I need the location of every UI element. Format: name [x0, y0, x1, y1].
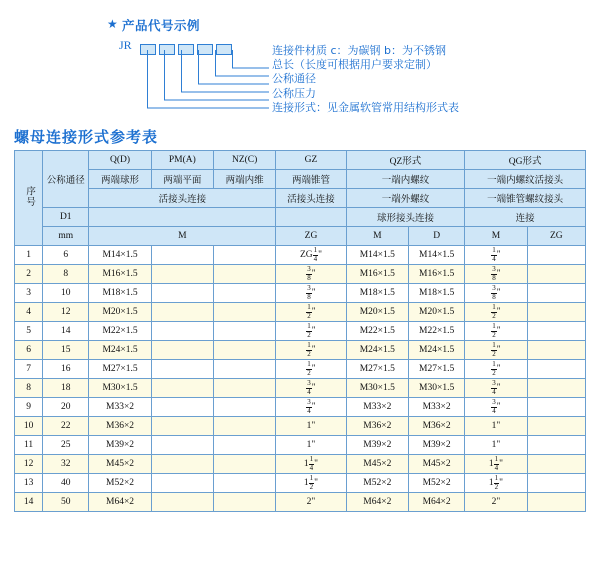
cell-q: M33×2	[89, 398, 151, 417]
cell-nz	[214, 417, 276, 436]
cell-nominal-diameter: 10	[43, 284, 89, 303]
cell-nominal-diameter: 25	[43, 436, 89, 455]
header-desc-nz: 两端内维	[214, 170, 276, 189]
cell-seq: 2	[15, 265, 43, 284]
header-mm: mm	[43, 227, 89, 246]
cell-qg-zg	[527, 360, 585, 379]
cell-q: M22×1.5	[89, 322, 151, 341]
cell-gz: 1"	[276, 417, 346, 436]
cell-pm	[151, 341, 213, 360]
cell-gz: $\frac{3}{4}$ "	[276, 379, 346, 398]
header-blank-gz	[276, 208, 346, 227]
cell-qz-d: M39×2	[408, 436, 464, 455]
table-row	[15, 455, 586, 474]
cell-qg-m: 1"	[465, 436, 527, 455]
header-blank-left	[89, 208, 276, 227]
table-row	[15, 284, 586, 303]
cell-q: M52×2	[89, 474, 151, 493]
cell-pm	[151, 493, 213, 512]
cell-nz	[214, 436, 276, 455]
cell-gz: $\frac{1}{2}$ "	[276, 341, 346, 360]
cell-gz: 1 $\frac{1}{2}$ "	[276, 474, 346, 493]
cell-gz: 1"	[276, 436, 346, 455]
cell-seq: 7	[15, 360, 43, 379]
cell-nz	[214, 284, 276, 303]
cell-qg-zg	[527, 398, 585, 417]
table-row	[15, 417, 586, 436]
cell-gz: 2"	[276, 493, 346, 512]
cell-qz-m: M14×1.5	[346, 246, 408, 265]
header-merge-qg: 一端锥管螺纹接头	[465, 189, 586, 208]
header-desc-pm: 两端平面	[151, 170, 213, 189]
table-row	[15, 265, 586, 284]
cell-qg-m: $\frac{1}{2}$ "	[465, 303, 527, 322]
legend-item-nominal-pressure: 公称压力	[272, 86, 316, 100]
cell-seq: 3	[15, 284, 43, 303]
cell-q: M27×1.5	[89, 360, 151, 379]
cell-gz: $\frac{3}{8}$ "	[276, 265, 346, 284]
cell-qz-d: M24×1.5	[408, 341, 464, 360]
cell-pm	[151, 303, 213, 322]
cell-qg-zg	[527, 246, 585, 265]
cell-nominal-diameter: 8	[43, 265, 89, 284]
cell-pm	[151, 398, 213, 417]
cell-pm	[151, 436, 213, 455]
table-row	[15, 493, 586, 512]
header-merge-qz: 一端外螺纹	[346, 189, 465, 208]
cell-q: M45×2	[89, 455, 151, 474]
cell-nominal-diameter: 15	[43, 341, 89, 360]
cell-nz	[214, 379, 276, 398]
cell-qg-m: $\frac{3}{8}$ "	[465, 265, 527, 284]
cell-nz	[214, 474, 276, 493]
cell-seq: 12	[15, 455, 43, 474]
diagram-title: 产品代号示例	[122, 18, 201, 33]
cell-seq: 1	[15, 246, 43, 265]
cell-qz-d: M64×2	[408, 493, 464, 512]
cell-qg-m: 2"	[465, 493, 527, 512]
header-merge-left: 活接头连接	[89, 189, 276, 208]
cell-qz-m: M45×2	[346, 455, 408, 474]
legend-item-material: 连接件材质 c：为碳钢 b：为不锈钢	[272, 44, 447, 57]
cell-qz-d: M33×2	[408, 398, 464, 417]
header-unit-qz-d: D	[408, 227, 464, 246]
table-header-row-d1	[15, 208, 586, 227]
cell-qg-m: $\frac{3}{8}$ "	[465, 284, 527, 303]
header-unit-m: M	[89, 227, 276, 246]
cell-qz-m: M16×1.5	[346, 265, 408, 284]
header-unit-qg-m: M	[465, 227, 527, 246]
cell-qg-m: $\frac{1}{2}$ "	[465, 322, 527, 341]
cell-qg-m: $\frac{1}{4}$ "	[465, 246, 527, 265]
cell-nz	[214, 341, 276, 360]
cell-seq: 11	[15, 436, 43, 455]
cell-q: M18×1.5	[89, 284, 151, 303]
cell-qz-d: M27×1.5	[408, 360, 464, 379]
cell-gz: $\frac{1}{2}$ "	[276, 322, 346, 341]
cell-qz-d: M18×1.5	[408, 284, 464, 303]
cell-gz: $\frac{3}{4}$ "	[276, 398, 346, 417]
table-row	[15, 246, 586, 265]
cell-qz-m: M20×1.5	[346, 303, 408, 322]
header-unit-qg-zg: ZG	[527, 227, 585, 246]
cell-qz-d: M14×1.5	[408, 246, 464, 265]
cell-nominal-diameter: 40	[43, 474, 89, 493]
table-header-row-merge	[15, 189, 586, 208]
cell-qg-zg	[527, 436, 585, 455]
cell-q: M64×2	[89, 493, 151, 512]
header-unit-qz-m: M	[346, 227, 408, 246]
header-desc-qg: 一端内螺纹活接头	[465, 170, 586, 189]
cell-qg-m: $\frac{3}{4}$ "	[465, 398, 527, 417]
cell-gz: $\frac{3}{8}$ "	[276, 284, 346, 303]
cell-qz-m: M64×2	[346, 493, 408, 512]
cell-nominal-diameter: 18	[43, 379, 89, 398]
cell-gz: 1 $\frac{1}{4}$ "	[276, 455, 346, 474]
cell-qz-m: M52×2	[346, 474, 408, 493]
table-row	[15, 303, 586, 322]
cell-seq: 4	[15, 303, 43, 322]
cell-seq: 5	[15, 322, 43, 341]
cell-pm	[151, 265, 213, 284]
legend-item-length: 总长（长度可根据用户要求定制）	[272, 58, 437, 72]
cell-qg-zg	[527, 417, 585, 436]
cell-nominal-diameter: 14	[43, 322, 89, 341]
cell-nz	[214, 303, 276, 322]
cell-nz	[214, 455, 276, 474]
table-row	[15, 341, 586, 360]
cell-pm	[151, 360, 213, 379]
cell-pm	[151, 455, 213, 474]
nut-connection-table	[14, 150, 586, 512]
cell-nz	[214, 493, 276, 512]
cell-seq: 6	[15, 341, 43, 360]
cell-pm	[151, 284, 213, 303]
cell-qz-m: M36×2	[346, 417, 408, 436]
header-d1: D1	[43, 208, 89, 227]
cell-qg-zg	[527, 493, 585, 512]
header-group-nz: NZ(C)	[214, 151, 276, 170]
header-merge-qz2: 球形接头连接	[346, 208, 465, 227]
cell-qz-m: M18×1.5	[346, 284, 408, 303]
cell-seq: 13	[15, 474, 43, 493]
cell-qz-d: M22×1.5	[408, 322, 464, 341]
header-group-gz: GZ	[276, 151, 346, 170]
table-row	[15, 360, 586, 379]
table-title: 螺母连接形式参考表	[14, 128, 159, 146]
cell-qz-d: M52×2	[408, 474, 464, 493]
header-desc-qz: 一端内螺纹	[346, 170, 465, 189]
cell-nominal-diameter: 12	[43, 303, 89, 322]
cell-nz	[214, 322, 276, 341]
cell-qg-zg	[527, 474, 585, 493]
header-group-q: Q(D)	[89, 151, 151, 170]
table-row	[15, 436, 586, 455]
cell-qz-d: M16×1.5	[408, 265, 464, 284]
cell-qg-m: $\frac{3}{4}$ "	[465, 379, 527, 398]
cell-qz-m: M39×2	[346, 436, 408, 455]
cell-q: M30×1.5	[89, 379, 151, 398]
code-prefix: JR	[119, 38, 132, 52]
table-body	[15, 246, 586, 512]
product-code-diagram	[0, 0, 600, 118]
cell-qz-m: M22×1.5	[346, 322, 408, 341]
cell-seq: 10	[15, 417, 43, 436]
cell-qz-d: M36×2	[408, 417, 464, 436]
cell-qg-zg	[527, 265, 585, 284]
cell-nz	[214, 360, 276, 379]
star-icon: ★	[107, 17, 118, 31]
header-merge-qg2: 连接	[465, 208, 586, 227]
header-group-pm: PM(A)	[151, 151, 213, 170]
cell-nz	[214, 398, 276, 417]
cell-nominal-diameter: 22	[43, 417, 89, 436]
table-header-row-desc	[15, 170, 586, 189]
header-desc-q: 两端球形	[89, 170, 151, 189]
table-row	[15, 322, 586, 341]
cell-qg-m: 1"	[465, 417, 527, 436]
diagram-legend	[272, 44, 459, 115]
cell-nominal-diameter: 16	[43, 360, 89, 379]
cell-qg-zg	[527, 341, 585, 360]
cell-qg-m: $\frac{1}{2}$ "	[465, 341, 527, 360]
cell-nominal-diameter: 32	[43, 455, 89, 474]
cell-q: M16×1.5	[89, 265, 151, 284]
cell-pm	[151, 379, 213, 398]
table-header-row-units	[15, 227, 586, 246]
cell-nz	[214, 246, 276, 265]
cell-qz-m: M33×2	[346, 398, 408, 417]
cell-seq: 14	[15, 493, 43, 512]
cell-qz-m: M27×1.5	[346, 360, 408, 379]
cell-qz-d: M20×1.5	[408, 303, 464, 322]
cell-pm	[151, 474, 213, 493]
cell-q: M24×1.5	[89, 341, 151, 360]
cell-qz-m: M30×1.5	[346, 379, 408, 398]
header-nominal-diameter: 公称通径	[43, 151, 89, 208]
cell-gz: $\frac{1}{2}$ "	[276, 360, 346, 379]
cell-qz-d: M45×2	[408, 455, 464, 474]
cell-qg-zg	[527, 379, 585, 398]
cell-qz-d: M30×1.5	[408, 379, 464, 398]
cell-qg-zg	[527, 455, 585, 474]
header-seq: 序号	[15, 151, 43, 246]
legend-item-nominal-diameter: 公称通径	[272, 72, 316, 86]
cell-q: M39×2	[89, 436, 151, 455]
header-group-qg: QG形式	[465, 151, 586, 170]
header-unit-zg: ZG	[276, 227, 346, 246]
header-merge-gz: 活接头连接	[276, 189, 346, 208]
table-header-row-codes	[15, 151, 586, 170]
cell-qg-m: 1 $\frac{1}{4}$ "	[465, 455, 527, 474]
cell-gz: ZG $\frac{1}{4}$ "	[276, 246, 346, 265]
cell-seq: 8	[15, 379, 43, 398]
cell-q: M20×1.5	[89, 303, 151, 322]
cell-qg-zg	[527, 303, 585, 322]
cell-qg-m: 1 $\frac{1}{2}$ "	[465, 474, 527, 493]
cell-qg-m: $\frac{1}{2}$ "	[465, 360, 527, 379]
cell-nominal-diameter: 6	[43, 246, 89, 265]
cell-pm	[151, 322, 213, 341]
cell-gz: $\frac{1}{2}$ "	[276, 303, 346, 322]
cell-qg-zg	[527, 284, 585, 303]
cell-qz-m: M24×1.5	[346, 341, 408, 360]
cell-nominal-diameter: 50	[43, 493, 89, 512]
cell-pm	[151, 417, 213, 436]
cell-nominal-diameter: 20	[43, 398, 89, 417]
cell-qg-zg	[527, 322, 585, 341]
legend-item-connection-type: 连接形式：见金属软管常用结构形式表	[272, 100, 459, 114]
cell-pm	[151, 246, 213, 265]
header-group-qz: QZ形式	[346, 151, 465, 170]
table-row	[15, 398, 586, 417]
table-row	[15, 379, 586, 398]
table-row	[15, 474, 586, 493]
cell-nz	[214, 265, 276, 284]
cell-q: M36×2	[89, 417, 151, 436]
cell-seq: 9	[15, 398, 43, 417]
header-desc-gz: 两端锥管	[276, 170, 346, 189]
cell-q: M14×1.5	[89, 246, 151, 265]
